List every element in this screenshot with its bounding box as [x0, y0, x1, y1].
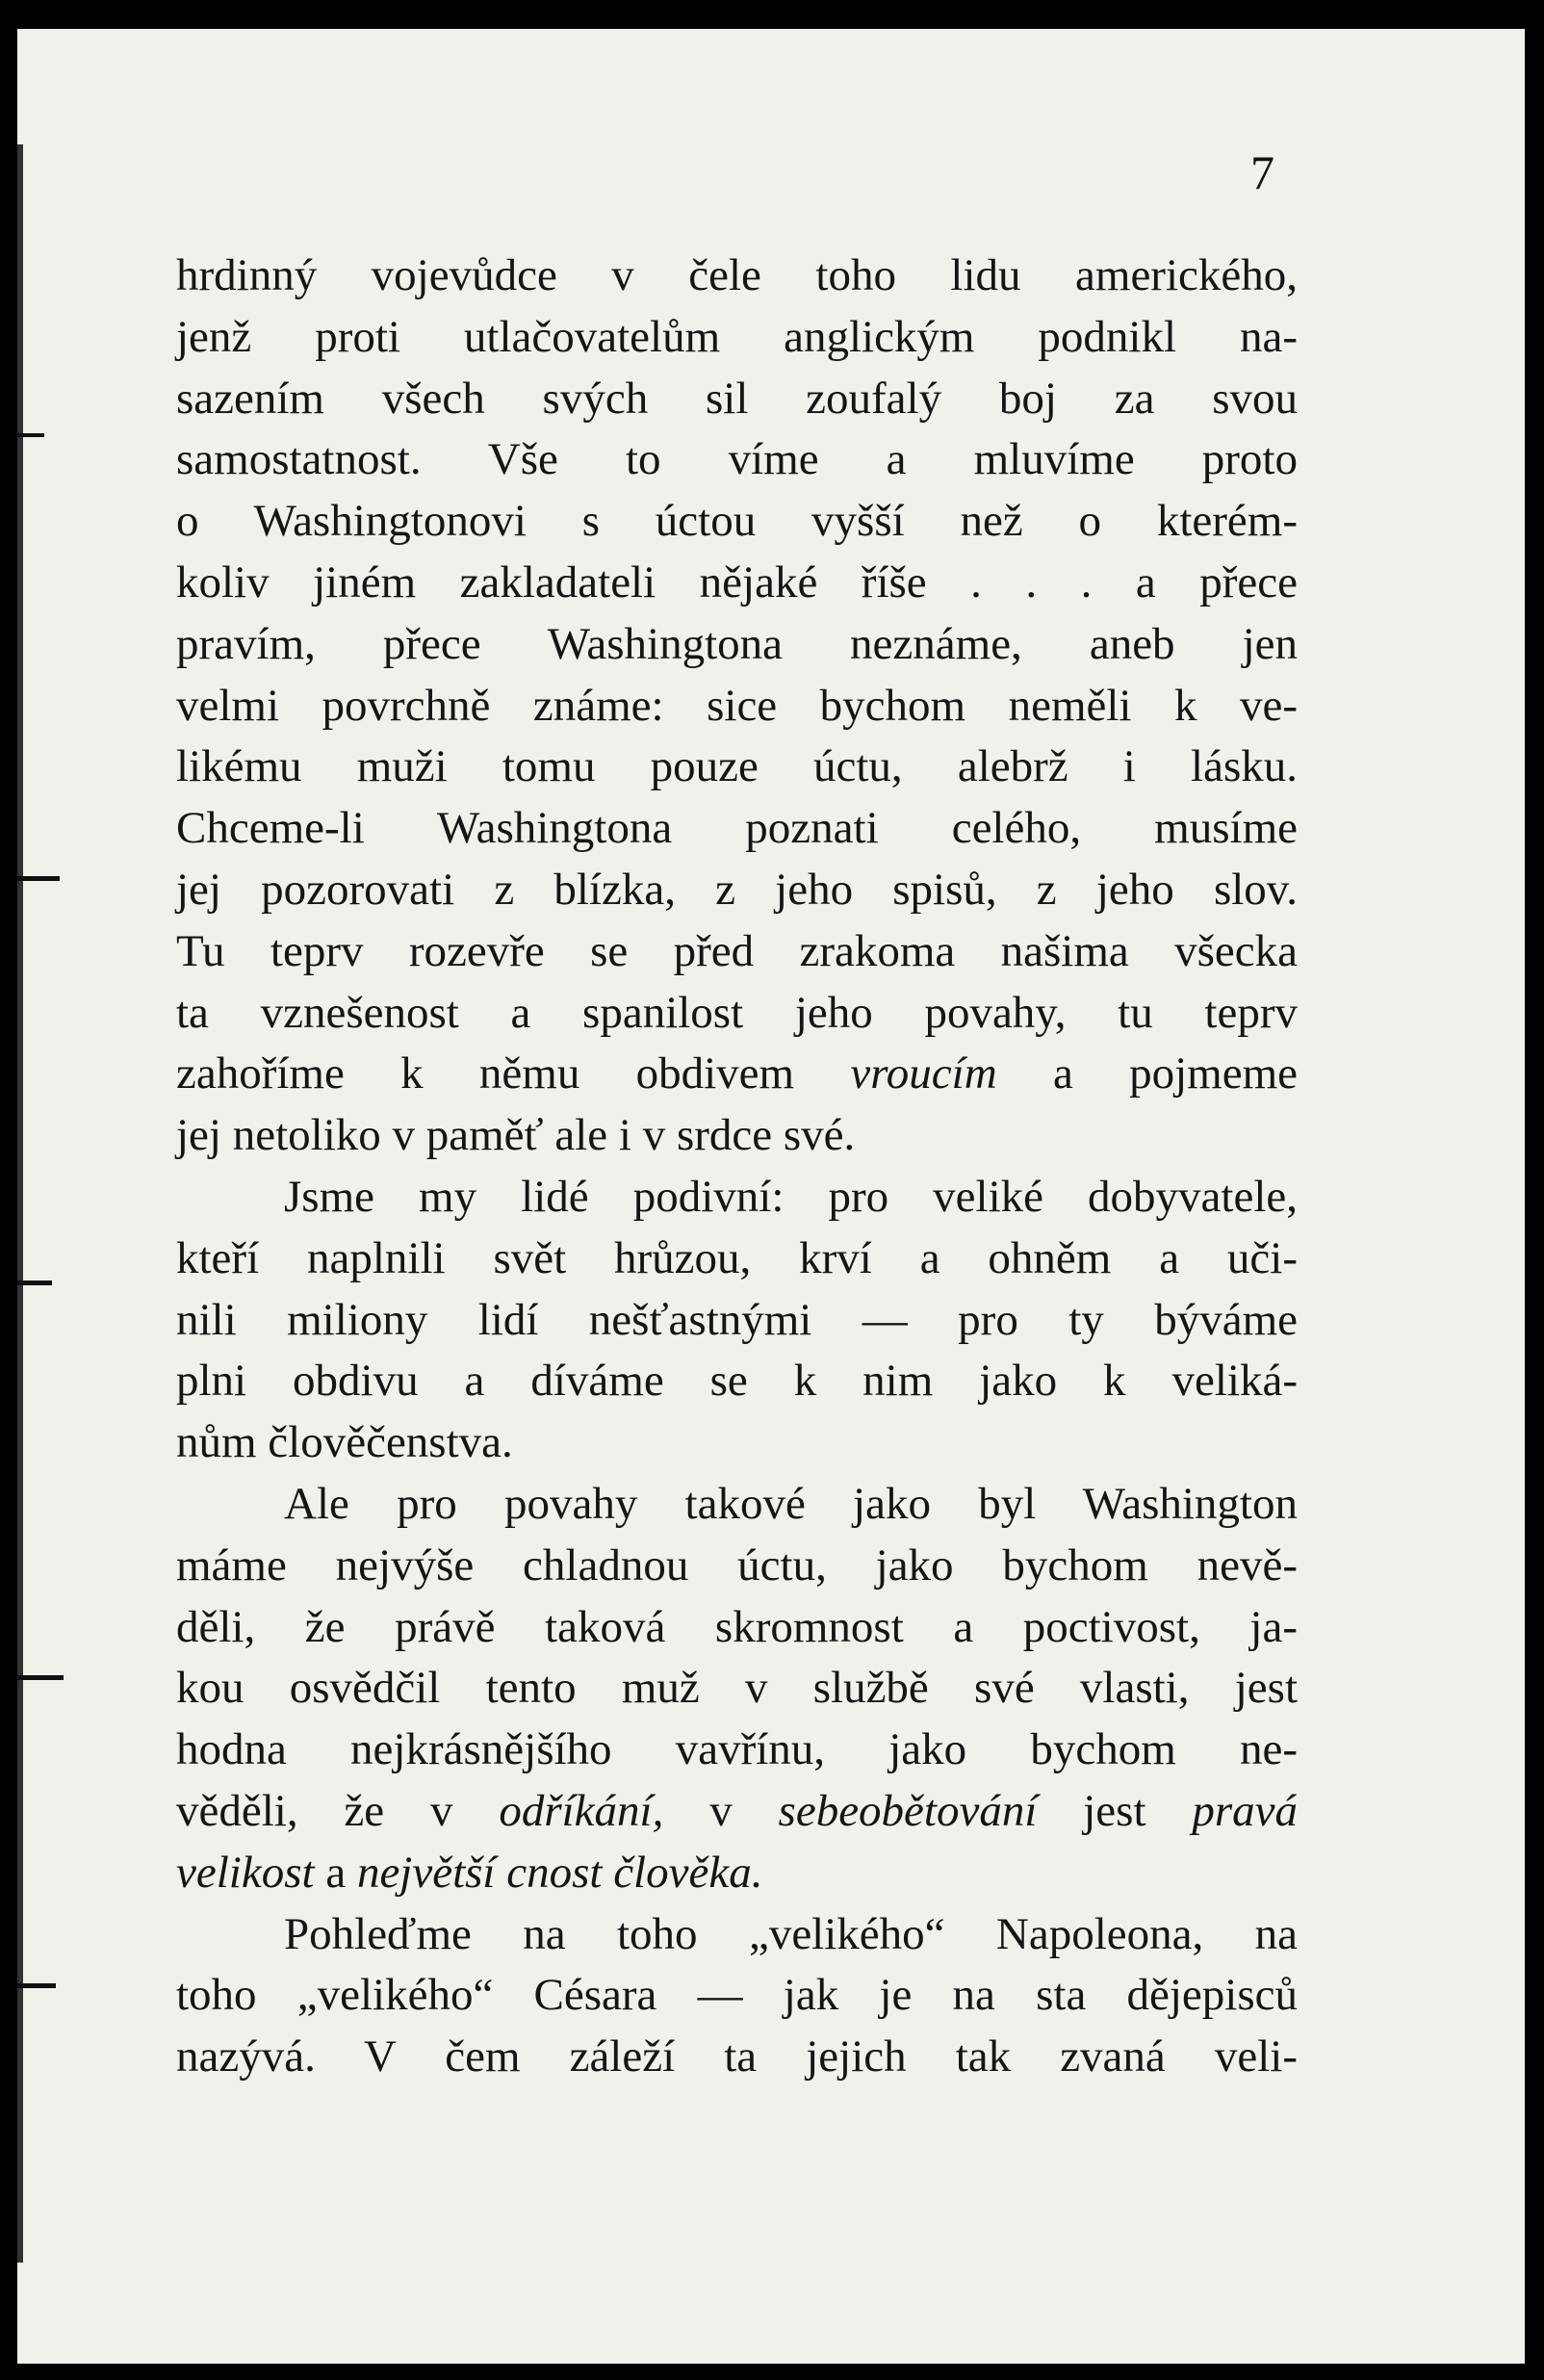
- text-line: [176, 1965, 1298, 2027]
- text-line: [176, 2027, 1298, 2088]
- text-segment: pravím, přece Washingtona neznáme, aneb jen: [176, 618, 1298, 669]
- text-segment: hrdinný vojevůdce v čele toho lidu amerického,: [176, 250, 1298, 300]
- italic-text: vroucím: [850, 1048, 997, 1099]
- text-segment: nazývá. V čem záleží ta jejich tak zvaná veli-: [176, 2031, 1298, 2082]
- text-line: [176, 1229, 1298, 1290]
- text-segment: máme nejvýše chladnou úctu, jako bychom nevě-: [176, 1539, 1298, 1591]
- text-line: [176, 1474, 1298, 1536]
- italic-text: sebeobětování: [778, 1785, 1038, 1836]
- text-segment: Chceme-li Washingtona poznati celého, musíme: [176, 803, 1298, 854]
- text-segment: děli, že právě taková skromnost a poctivost, ja-: [176, 1601, 1298, 1652]
- text-segment: toho „velikého“ Césara — jak je na sta dějepisců: [176, 1970, 1298, 2021]
- text-line: [176, 1044, 1298, 1105]
- text-line: [176, 860, 1298, 921]
- italic-text: největší cnost člověka.: [356, 1847, 763, 1898]
- scan-edge-artifact: [17, 433, 44, 437]
- italic-text: velikost: [176, 1847, 315, 1898]
- text-line: [176, 1720, 1298, 1781]
- text-segment: a: [314, 1847, 357, 1898]
- scan-edge-artifact: [17, 144, 23, 2263]
- text-segment: sazením všech svých sil zoufalý boj za svou: [176, 373, 1298, 424]
- text-segment: jest: [1037, 1785, 1193, 1836]
- text-line: [176, 737, 1298, 798]
- text-line: [176, 676, 1298, 737]
- text-segment: zahoříme k němu obdivem: [176, 1048, 851, 1099]
- text-segment: v: [663, 1785, 779, 1836]
- text-line: [176, 1843, 1298, 1904]
- text-segment: Tu teprv rozevře se před zrakoma našima všecka: [176, 925, 1298, 976]
- text-line: [176, 553, 1298, 614]
- text-line: [176, 614, 1298, 676]
- text-line: [176, 1597, 1298, 1659]
- scan-edge-artifact: [17, 1281, 52, 1285]
- text-segment: Jsme my lidé podivní: pro veliké dobyvatele,: [284, 1171, 1298, 1222]
- text-line: [176, 1904, 1298, 1966]
- text-line: [176, 1290, 1298, 1352]
- text-line: [176, 491, 1298, 553]
- text-line: [176, 429, 1298, 491]
- scan-edge-artifact: [17, 1983, 56, 1988]
- scan-edge-artifact: [17, 1675, 64, 1680]
- page-number: 7: [1250, 145, 1276, 199]
- text-line: [176, 921, 1298, 983]
- text-line: [176, 246, 1298, 307]
- text-segment: hodna nejkrásnějšího vavřínu, jako bychom ne-: [176, 1724, 1298, 1775]
- text-segment: a pojmeme: [996, 1048, 1298, 1099]
- text-line: [176, 1658, 1298, 1720]
- text-line: [176, 307, 1298, 369]
- text-segment: Pohleďme na toho „velikého“ Napoleona, na: [284, 1908, 1298, 1959]
- text-segment: koliv jiném zakladateli nějaké říše . . . a přece: [176, 556, 1298, 608]
- text-line: [176, 983, 1298, 1045]
- text-segment: Ale pro povahy takové jako byl Washington: [284, 1478, 1298, 1529]
- text-segment: nili miliony lidí nešťastnými — pro ty býváme: [176, 1294, 1298, 1345]
- text-segment: nům člověčenstva.: [176, 1417, 513, 1468]
- italic-text: odříkání,: [499, 1785, 664, 1836]
- book-page: [17, 29, 1525, 2364]
- text-segment: jej netoliko v paměť ale i v srdce své.: [176, 1110, 856, 1161]
- italic-text: pravá: [1192, 1785, 1299, 1836]
- text-segment: velmi povrchně známe: sice bychom neměli k ve-: [176, 680, 1298, 731]
- text-segment: samostatnost. Vše to víme a mluvíme proto: [176, 434, 1298, 485]
- text-segment: likému muži tomu pouze úctu, alebrž i lásku.: [176, 741, 1298, 792]
- text-segment: jej pozorovati z blízka, z jeho spisů, z jeho slov.: [176, 864, 1298, 915]
- text-line: [176, 798, 1298, 860]
- text-segment: jenž proti utlačovatelům anglickým podnikl na-: [176, 311, 1298, 362]
- text-segment: kou osvědčil tento muž v službě své vlasti, jest: [176, 1663, 1298, 1714]
- text-line: [176, 369, 1298, 430]
- text-line: [176, 1781, 1298, 1843]
- text-segment: kteří naplnili svět hrůzou, krví a ohněm a uči-: [176, 1232, 1298, 1283]
- text-line: [176, 1105, 1298, 1167]
- body-text: [176, 246, 1298, 2088]
- text-line: [176, 1536, 1298, 1597]
- text-segment: věděli, že v: [176, 1785, 500, 1836]
- text-segment: ta vznešenost a spanilost jeho povahy, tu teprv: [176, 987, 1298, 1038]
- text-segment: o Washingtonovi s úctou vyšší než o kterém-: [176, 496, 1298, 547]
- text-line: [176, 1167, 1298, 1229]
- text-segment: plni obdivu a díváme se k nim jako k veliká-: [176, 1356, 1298, 1407]
- text-line: [176, 1412, 1298, 1474]
- text-line: [176, 1351, 1298, 1412]
- scan-edge-artifact: [17, 876, 60, 881]
